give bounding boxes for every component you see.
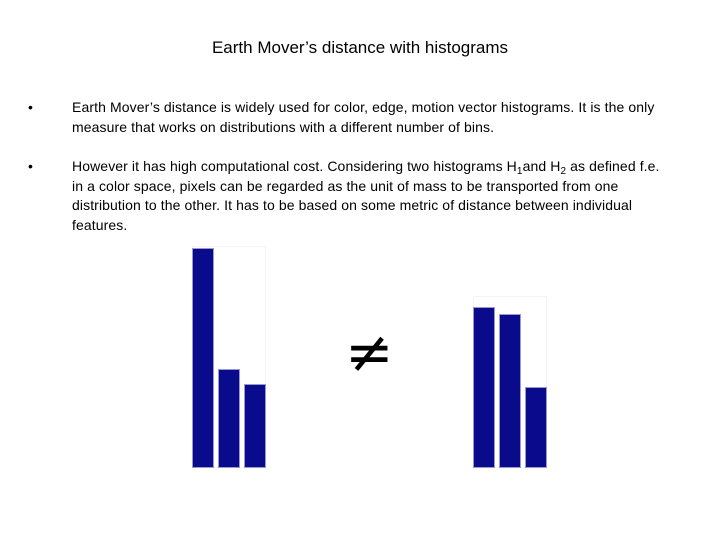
bullet-list xyxy=(28,98,668,255)
histogram-bar xyxy=(473,307,495,468)
subscript-2: 2 xyxy=(560,166,567,177)
histogram-bar xyxy=(244,384,266,468)
histogram-bar xyxy=(192,248,214,468)
bullet-text: Earth Mover’s distance is widely used for color, edge, motion vector histograms. It is the only measure that works on distributions with a different number of bins. xyxy=(72,99,655,135)
bullet-dot: • xyxy=(28,99,34,115)
bullet-dot: • xyxy=(28,158,34,174)
bullet-item xyxy=(28,157,668,235)
histogram-bar xyxy=(218,369,240,468)
histogram-h2 xyxy=(473,296,548,468)
subscript-1: 1 xyxy=(516,166,523,177)
histogram-bar xyxy=(525,387,547,468)
bullet-text-part: as defined f.e. in a color space, pixels can be regarded as the unit of mass to be transported from one distribution to the other. It has to be based on some metric of distance between individual features. xyxy=(72,158,660,233)
bullet-item xyxy=(28,98,668,137)
not-equal-sign: ≠ xyxy=(345,318,394,386)
histogram-h1 xyxy=(192,246,267,468)
histogram-bar xyxy=(499,314,521,468)
slide-title: Earth Mover’s distance with histograms xyxy=(211,38,509,57)
bullet-text-part: However it has high computational cost. Considering two histograms H xyxy=(72,158,517,174)
bullet-text-part: and H xyxy=(522,158,561,174)
